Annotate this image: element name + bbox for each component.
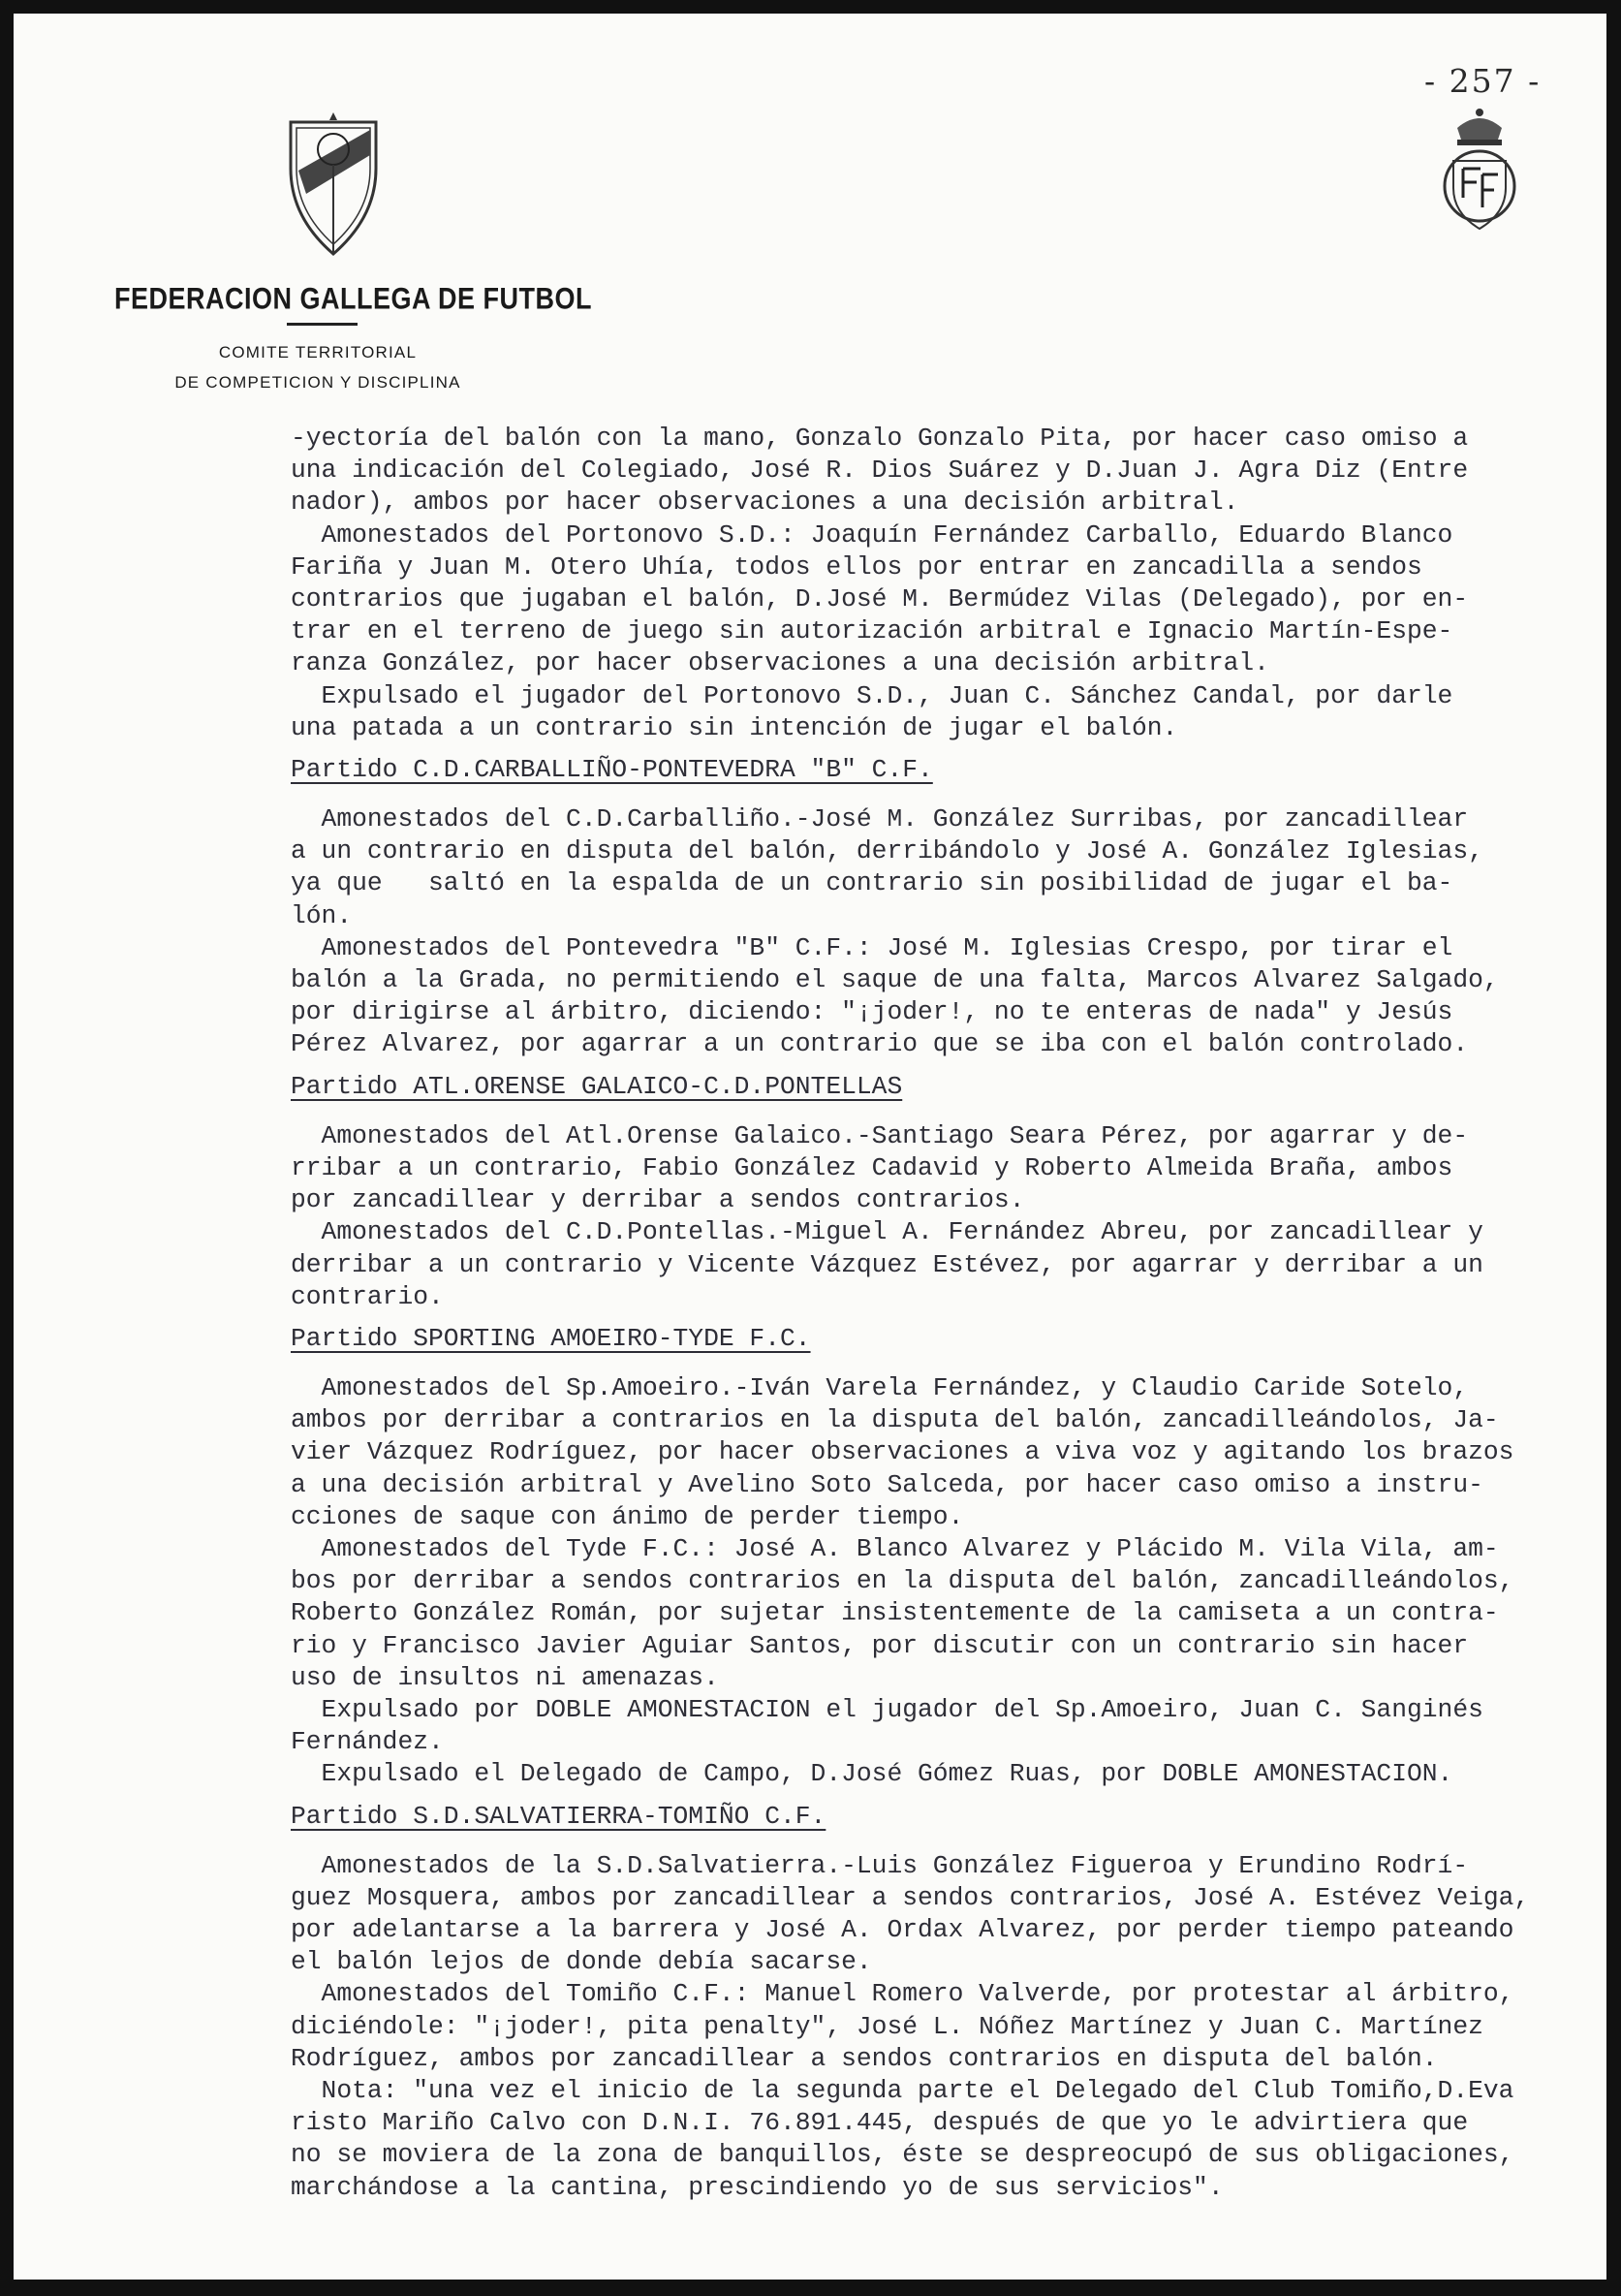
committee-line-1: COMITE TERRITORIAL: [218, 343, 418, 362]
match-heading: Partido C.D.CARBALLIÑO-PONTEVEDRA "B" C.F.: [291, 754, 933, 784]
text-line: una indicación del Colegiado, José R. Dios Suárez y D.Juan J. Agra Diz (Entre: [291, 456, 1469, 486]
text-line: no se moviera de la zona de banquillos, éste se despreocupó de sus obligaciones,: [291, 2140, 1514, 2170]
text-line: balón a la Grada, no permitiendo el saque de una falta, Marcos Alvarez Salgado,: [291, 965, 1499, 994]
text-line: rribar a un contrario, Fabio González Cadavid y Roberto Almeida Braña, ambos: [291, 1152, 1453, 1182]
text-line: marchándose a la cantina, prescindiendo yo de sus servicios".: [291, 2172, 1224, 2202]
fgf-shield-icon: [285, 110, 382, 256]
match-section: [291, 1801, 1570, 2204]
match-section: [291, 1323, 1570, 1791]
text-line: Pérez Alvarez, por agarrar a un contrario que se iba con el balón controlado.: [291, 1029, 1469, 1059]
text-line: derribar a un contrario y Vicente Vázquez Estévez, por agarrar y derribar a un: [291, 1249, 1483, 1279]
rfef-crown-crest-icon: [1436, 101, 1523, 236]
text-line: por dirigirse al árbitro, diciendo: "¡joder!, no te enteras de nada" y Jesús: [291, 997, 1453, 1027]
text-line: Expulsado el Delegado de Campo, D.José Gómez Ruas, por DOBLE AMONESTACION.: [291, 1759, 1453, 1789]
federation-name: FEDERACION GALLEGA DE FUTBOL: [114, 282, 592, 316]
text-line: Nota: "una vez el inicio de la segunda parte el Delegado del Club Tomiño,D.Eva: [291, 2076, 1514, 2105]
text-line: a una decisión arbitral y Avelino Soto Salceda, por hacer caso omiso a instru-: [291, 1469, 1483, 1499]
match-section: [291, 754, 1570, 1061]
text-line: Amonestados del Pontevedra "B" C.F.: José M. Iglesias Crespo, por tirar el: [291, 932, 1453, 962]
match-heading: Partido ATL.ORENSE GALAICO-C.D.PONTELLAS: [291, 1071, 903, 1101]
match-heading: Partido SPORTING AMOEIRO-TYDE F.C.: [291, 1323, 811, 1353]
text-line: Amonestados del Sp.Amoeiro.-Iván Varela Fernández, y Claudio Caride Sotelo,: [291, 1373, 1469, 1403]
text-line: el balón lejos de donde debía sacarse.: [291, 1947, 872, 1977]
text-line: Amonestados del C.D.Pontellas.-Miguel A. Fernández Abreu, por zancadillear y: [291, 1217, 1483, 1247]
text-line: a un contrario en disputa del balón, derribándolo y José A. González Iglesias,: [291, 836, 1483, 866]
text-line: vier Vázquez Rodríguez, por hacer observaciones a viva voz y agitando los brazos: [291, 1437, 1514, 1467]
text-line: Amonestados del Tyde F.C.: José A. Blanco Alvarez y Plácido M. Vila Vila, am-: [291, 1534, 1499, 1563]
document-body: [291, 423, 1570, 2204]
text-line: rio y Francisco Javier Aguiar Santos, por discutir con un contrario sin hacer: [291, 1630, 1469, 1660]
text-line: Roberto González Román, por sujetar insistentemente de la camiseta a un contra-: [291, 1598, 1499, 1628]
text-line: ranza González, por hacer observaciones a una decisión arbitral.: [291, 648, 1269, 678]
committee-line-2: DE COMPETICION Y DISCIPLINA: [174, 373, 461, 392]
text-line: guez Mosquera, ambos por zancadillear a sendos contrarios, José A. Estévez Veiga,: [291, 1882, 1530, 1912]
text-line: una patada a un contrario sin intención de jugar el balón.: [291, 712, 1178, 742]
text-line: cciones de saque con ánimo de perder tiempo.: [291, 1501, 964, 1531]
text-line: Rodríguez, ambos por zancadillear a sendos contrarios en disputa del balón.: [291, 2043, 1438, 2073]
text-line: Expulsado el jugador del Portonovo S.D., Juan C. Sánchez Candal, por darle: [291, 680, 1453, 710]
document-page: [14, 14, 1606, 2280]
text-line: -yectoría del balón con la mano, Gonzalo Gonzalo Pita, por hacer caso omiso a: [291, 424, 1469, 453]
page-number: - 257 -: [1424, 62, 1542, 100]
header-divider: [287, 323, 358, 326]
text-line: contrarios que jugaban el balón, D.José M. Bermúdez Vilas (Delegado), por en-: [291, 583, 1469, 613]
text-line: nador), ambos por hacer observaciones a una decisión arbitral.: [291, 488, 1239, 518]
match-section: [291, 1071, 1570, 1313]
match-heading: Partido S.D.SALVATIERRA-TOMIÑO C.F.: [291, 1801, 826, 1831]
text-line: Fariña y Juan M. Otero Uhía, todos ellos por entrar en zancadilla a sendos: [291, 551, 1422, 582]
text-line: Amonestados de la S.D.Salvatierra.-Luis González Figueroa y Erundino Rodrí-: [291, 1850, 1469, 1880]
text-line: Amonestados del C.D.Carballiño.-José M. González Surribas, por zancadillear: [291, 804, 1469, 834]
text-line: Amonestados del Atl.Orense Galaico.-Santiago Seara Pérez, por agarrar y de-: [291, 1120, 1469, 1150]
text-line: diciéndole: "¡joder!, pita penalty", José L. Nóñez Martínez y Juan C. Martínez: [291, 2011, 1483, 2041]
intro-block: [291, 423, 1570, 744]
text-line: contrario.: [291, 1281, 444, 1311]
text-line: uso de insultos ni amenazas.: [291, 1662, 719, 1692]
text-line: risto Mariño Calvo con D.N.I. 76.891.445, después de que yo le advirtiera que: [291, 2108, 1469, 2138]
text-line: Amonestados del Portonovo S.D.: Joaquín Fernández Carballo, Eduardo Blanco: [291, 519, 1453, 550]
text-line: Amonestados del Tomiño C.F.: Manuel Romero Valverde, por protestar al árbitro,: [291, 1979, 1514, 2009]
text-line: trar en el terreno de juego sin autorización arbitral e Ignacio Martín-Espe-: [291, 616, 1453, 646]
text-line: por zancadillear y derribar a sendos contrarios.: [291, 1185, 1025, 1215]
text-line: lón.: [291, 900, 353, 930]
text-line: bos por derribar a sendos contrarios en la disputa del balón, zancadilleándolos,: [291, 1566, 1514, 1596]
text-line: ya que saltó en la espalda de un contrario sin posibilidad de jugar el ba-: [291, 868, 1453, 898]
text-line: ambos por derribar a contrarios en la disputa del balón, zancadilleándolos, Ja-: [291, 1405, 1499, 1435]
text-line: Expulsado por DOBLE AMONESTACION el jugador del Sp.Amoeiro, Juan C. Sanginés: [291, 1694, 1483, 1724]
text-line: Fernández.: [291, 1727, 444, 1757]
text-line: por adelantarse a la barrera y José A. Ordax Alvarez, por perder tiempo pateando: [291, 1915, 1514, 1945]
